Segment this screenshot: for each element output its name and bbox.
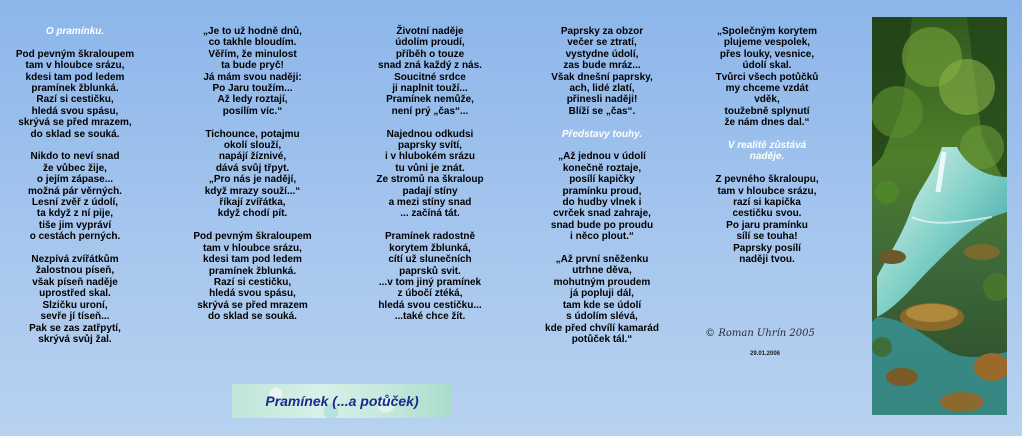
poem-title-banner bbox=[232, 384, 452, 418]
poem-line: Pramínek nemůže, bbox=[386, 94, 474, 106]
poem-line: Pramínek radostně bbox=[384, 231, 476, 243]
poem-line: skrývá se před mrazem, bbox=[18, 117, 132, 129]
poem-line: napájí žíznivé, bbox=[218, 151, 287, 163]
poem-line: Ze stromů na škraloup bbox=[376, 174, 484, 186]
poem-line: razí si kapička bbox=[733, 197, 801, 209]
poem-line: Pod pevným škraloupem bbox=[193, 231, 312, 243]
poem-line: není prý „čas“... bbox=[391, 105, 469, 117]
poem-line: přinesli naději! bbox=[566, 94, 638, 106]
poem-line: tu vůni je znát. bbox=[395, 162, 465, 174]
poem-line: tam v hloubce srázu, bbox=[25, 60, 125, 72]
poem-line: „Až první sněženku bbox=[555, 254, 649, 266]
poem-line: mohutným proudem bbox=[553, 276, 651, 288]
section-heading: O pramínku. bbox=[45, 26, 105, 37]
poem-line: sevře jí tíseň... bbox=[40, 311, 110, 323]
poem-line: ...v tom jiný pramínek bbox=[378, 276, 482, 288]
section-heading: Představy touhy. bbox=[561, 128, 643, 140]
poem-line: příběh o touze bbox=[395, 48, 465, 60]
waterfall-stream-photo bbox=[872, 17, 1007, 415]
poem-line: tam v hloubce srázu, bbox=[717, 185, 817, 197]
poem-line: padají stíny bbox=[402, 185, 458, 197]
poem-line: ach, lidé zlatí, bbox=[569, 83, 635, 95]
poem-line: Pod pevným škraloupem bbox=[15, 48, 135, 60]
poem-line: Životní naděje bbox=[396, 26, 464, 37]
poem-line: pramínku proud, bbox=[562, 185, 642, 197]
poem-line: Však dnešní paprsky, bbox=[551, 71, 653, 83]
poem-line: však píseň naděje bbox=[32, 276, 118, 288]
poem-line: ji naplnit touží... bbox=[392, 83, 468, 95]
poem-line: ta bude pryč! bbox=[221, 60, 284, 72]
stanza-gap bbox=[180, 220, 325, 231]
poem-column-2 bbox=[180, 26, 325, 323]
poem-line: Blíží se „čas“. bbox=[568, 105, 636, 117]
author-signature: © Roman Uhrín 2005 bbox=[705, 328, 815, 339]
poem-line: Lesní zvěř z údolí, bbox=[31, 197, 119, 209]
poem-line: přes louky, vesnice, bbox=[719, 48, 815, 60]
poem-line: říkají zvířátka, bbox=[219, 197, 286, 209]
poem-line: uprostřed skal. bbox=[39, 288, 111, 300]
poem-line: „Společným korytem bbox=[716, 26, 818, 37]
poem-line: Nikdo to neví snad bbox=[30, 151, 120, 163]
poem-line: tiše jim vypráví bbox=[38, 219, 112, 231]
stanza-gap bbox=[5, 140, 145, 151]
poem-line: „Je to už hodně dnů, bbox=[203, 26, 302, 37]
poem-line: a mezi stíny snad bbox=[388, 197, 472, 209]
poem-line: hledá svou spásu, bbox=[31, 105, 119, 117]
poem-line: snad bude po proudu bbox=[550, 219, 654, 231]
poem-line: Tichounce, potajmu bbox=[205, 128, 300, 140]
poem-line: ...také chce žít. bbox=[394, 311, 466, 323]
poem-line: s údolím slévá, bbox=[566, 311, 638, 323]
poem-line: Po Jaru toužím... bbox=[212, 83, 293, 95]
stanza-gap bbox=[527, 117, 677, 128]
poem-line: okolí slouží, bbox=[223, 140, 282, 152]
poem-line: údolím proudí, bbox=[395, 37, 465, 49]
poem-title: Pramínek (...a potůček) bbox=[265, 393, 419, 409]
poem-line: co takhle bloudím. bbox=[208, 37, 297, 49]
poem-line: „Pro nás je nadějí, bbox=[208, 174, 297, 186]
poem-line: hledá svou cestičku... bbox=[378, 299, 482, 311]
poem-line: možná pár věrných. bbox=[28, 185, 122, 197]
poem-line: utrhne děva, bbox=[572, 265, 632, 277]
poem-line: Nezpívá zvířátkům bbox=[31, 254, 119, 266]
poem-line: když chodí pít. bbox=[217, 208, 288, 220]
poem-line: konečně roztaje, bbox=[562, 162, 642, 174]
poem-line: Pak se zas zatřpytí, bbox=[29, 322, 121, 334]
poem-line: „Až jednou v údolí bbox=[558, 151, 646, 163]
poem-line: z úbočí ztéká, bbox=[397, 288, 463, 300]
stanza-gap bbox=[180, 117, 325, 128]
poem-column-5 bbox=[697, 26, 837, 266]
stanza-gap bbox=[5, 37, 145, 48]
poem-line: paprsků svit. bbox=[399, 265, 461, 277]
poem-line: Z pevného škraloupu, bbox=[715, 174, 819, 186]
poem-line: že vůbec žije, bbox=[43, 162, 107, 174]
stanza-gap bbox=[697, 163, 837, 174]
poem-line: kde před chvílí kamarád bbox=[545, 322, 659, 334]
stanza-gap bbox=[527, 140, 677, 151]
poem-line: paprsky svítí, bbox=[398, 140, 462, 152]
poem-line: sílí se touha! bbox=[736, 231, 798, 243]
poem-line: snad zná každý z nás. bbox=[378, 60, 482, 72]
section-heading: V realitě zůstává bbox=[727, 140, 807, 152]
poem-line: Věřím, že minulost bbox=[208, 48, 297, 60]
poem-line: kdesi tam pod ledem bbox=[203, 254, 302, 266]
poem-line: cítí už slunečních bbox=[388, 254, 472, 266]
poem-line: když mrazy souží...“ bbox=[204, 185, 301, 197]
stanza-gap bbox=[5, 243, 145, 254]
stanza-gap bbox=[360, 220, 500, 231]
poem-column-1 bbox=[5, 26, 145, 345]
poem-line: toužebně splynutí bbox=[724, 105, 810, 117]
poem-line: Až ledy roztají, bbox=[217, 94, 288, 106]
stanza-gap bbox=[527, 243, 677, 254]
poem-line: Najednou odkudsi bbox=[386, 128, 474, 140]
poem-line: cvrček snad zahraje, bbox=[553, 208, 651, 220]
poem-column-3 bbox=[360, 26, 500, 323]
poem-line: Razí si cestičku, bbox=[213, 276, 292, 288]
poem-line: tam kde se údolí bbox=[562, 299, 642, 311]
section-heading: naděje. bbox=[749, 151, 785, 163]
poem-line: i v hlubokém srázu bbox=[384, 151, 476, 163]
poem-line: ... začíná tát. bbox=[400, 208, 460, 220]
poem-line: tam v hloubce srázu, bbox=[203, 242, 302, 254]
poem-line: hledá svou spásu, bbox=[209, 288, 296, 300]
poem-line: Paprsky za obzor bbox=[560, 26, 644, 37]
poem-line: kdesi tam pod ledem bbox=[25, 71, 125, 83]
poem-line: naději tvou. bbox=[739, 254, 795, 266]
poem-line: ta když z ní pije, bbox=[36, 208, 114, 220]
poem-line: i něco plout.“ bbox=[570, 231, 634, 243]
poem-line: Paprsky posílí bbox=[733, 242, 801, 254]
poem-line: pramínek žblunká. bbox=[31, 83, 119, 95]
poem-line: vděk, bbox=[754, 94, 780, 106]
poem-line: já popluji dál, bbox=[570, 288, 634, 300]
poem-line: do hudby vlnek i bbox=[562, 197, 642, 209]
poem-line: skrývá svůj žal. bbox=[38, 333, 112, 345]
stanza-gap bbox=[697, 129, 837, 140]
poem-line: posílím víc.“ bbox=[222, 105, 283, 117]
poem-line: potůček tál.“ bbox=[571, 333, 633, 345]
poem-line: o jejím zápase... bbox=[36, 174, 114, 186]
poem-line: Tvůrci všech potůčků bbox=[715, 71, 819, 83]
poem-line: údolí skal. bbox=[742, 60, 792, 72]
poem-line: Soucitné srdce bbox=[394, 71, 466, 83]
poem-line: večer se ztratí, bbox=[567, 37, 637, 49]
poem-line: do sklad se souká. bbox=[208, 311, 297, 323]
poem-line: Já mám svou naději: bbox=[203, 71, 302, 83]
signature-date: 29.01.2006 bbox=[749, 351, 781, 357]
poem-line: dává svůj třpyt. bbox=[215, 162, 290, 174]
poem-line: pramínek žblunká. bbox=[208, 265, 297, 277]
stanza-gap bbox=[360, 117, 500, 128]
poem-line: plujeme vespolek, bbox=[723, 37, 811, 49]
poem-line: cestičku svou. bbox=[732, 208, 802, 220]
poem-line: zas bude mráz... bbox=[563, 60, 641, 72]
poem-line: Razí si cestičku, bbox=[36, 94, 114, 106]
poem-line: žalostnou píseň, bbox=[35, 265, 115, 277]
poem-line: skrývá se před mrazem bbox=[197, 299, 308, 311]
poem-line: do sklad se souká. bbox=[30, 128, 120, 140]
poem-column-4 bbox=[527, 26, 677, 345]
poem-line: že nám dnes dal.“ bbox=[724, 117, 810, 129]
poem-line: o cestách perných. bbox=[29, 231, 121, 243]
poem-line: Slzičku uroní, bbox=[42, 299, 108, 311]
poem-line: my chceme vzdát bbox=[725, 83, 809, 95]
poem-line: posílí kapičky bbox=[569, 174, 635, 186]
poem-line: Po jaru pramínku bbox=[726, 219, 808, 231]
poem-line: korytem žblunká, bbox=[389, 242, 471, 254]
poem-line: vystydne údolí, bbox=[565, 48, 639, 60]
